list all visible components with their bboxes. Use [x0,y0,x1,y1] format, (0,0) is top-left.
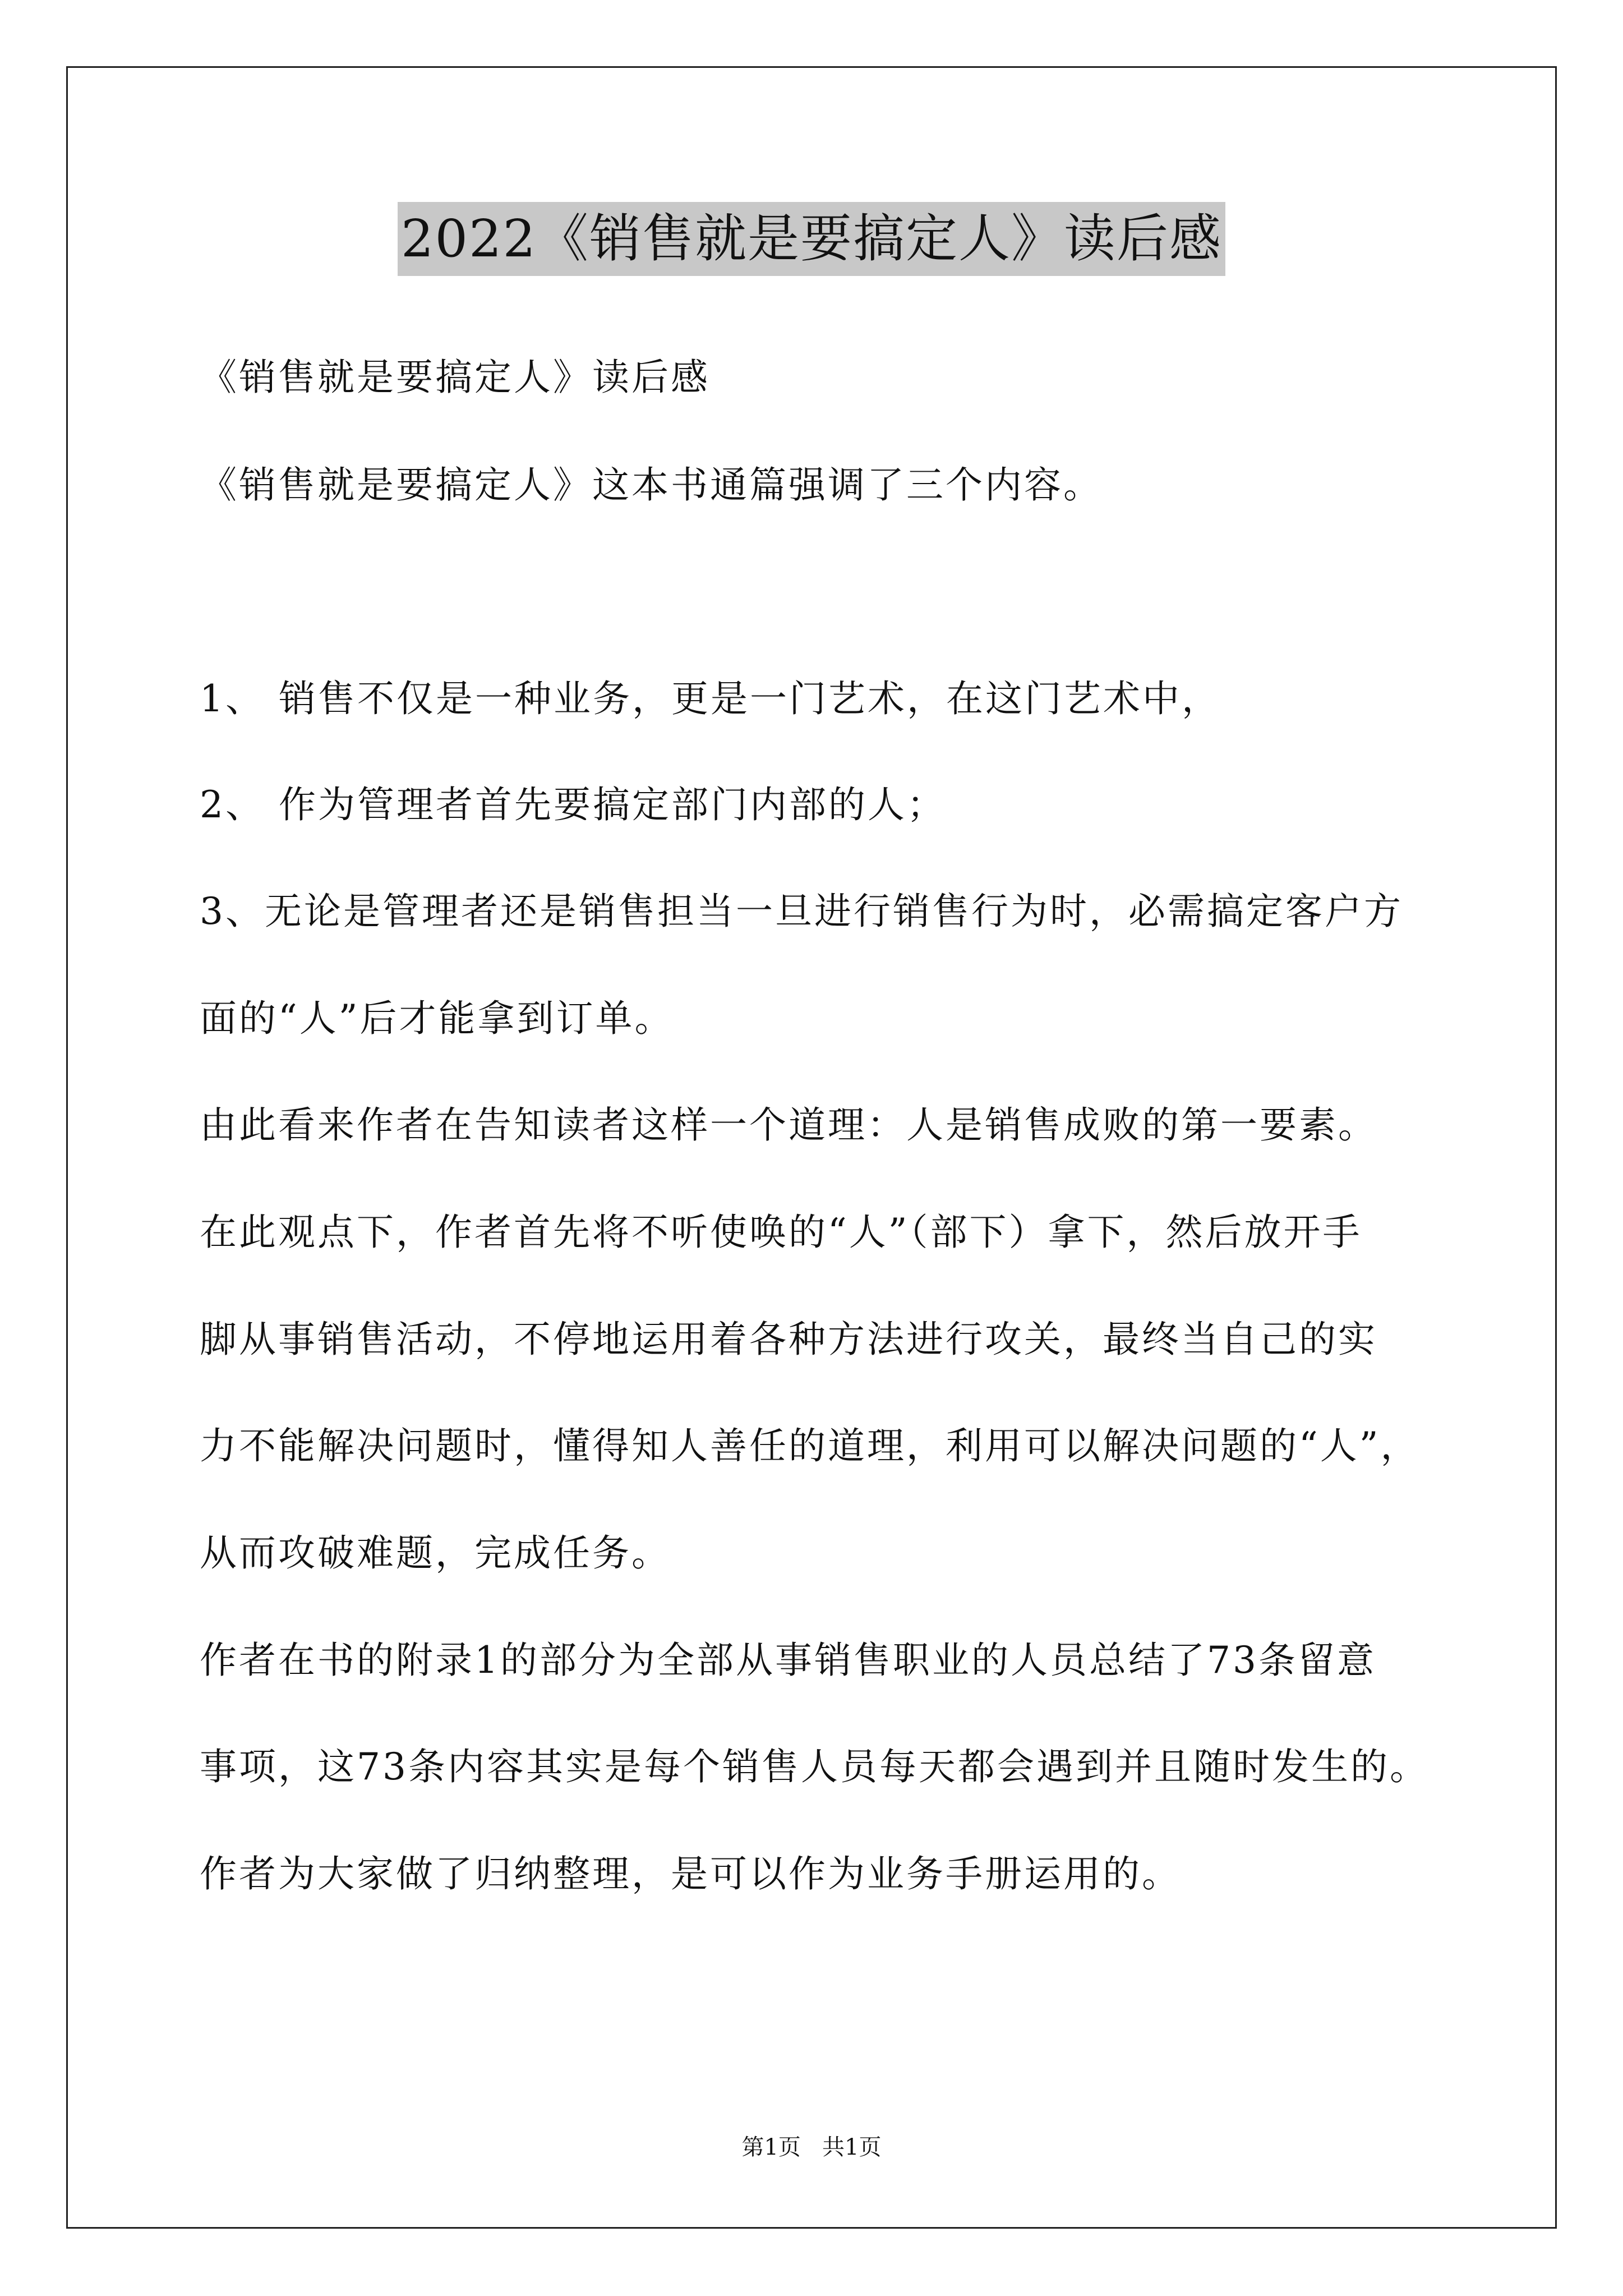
body-line: 从而攻破难题，完成任务。 [200,1531,671,1575]
body-line: 作者为大家做了归纳整理，是可以作为业务手册运用的。 [200,1852,1181,1895]
page-footer: 第1页 共1页 [741,2134,882,2160]
body-line: 面的“人”后才能拿到订单。 [200,997,674,1040]
body-line: 1、 销售不仅是一种业务，更是一门艺术，在这门艺术中， [200,677,1221,720]
document-title: 2022《销售就是要搞定人》读后感 [398,202,1225,276]
body-line: 3、无论是管理者还是销售担当一旦进行销售行为时，必需搞定客户方 [200,890,1403,933]
body-line: 脚从事销售活动，不停地运用着各种方法进行攻关，最终当自己的实 [200,1318,1377,1361]
body-line: 2、 作为管理者首先要搞定部门内部的人； [200,783,946,826]
title-wrap [0,202,1623,276]
body-line: 由此看来作者在告知读者这样一个道理：人是销售成败的第一要素。 [200,1103,1377,1147]
body-line: 作者在书的附录1的部分为全部从事销售职业的人员总结了73条留意 [200,1639,1376,1682]
body-line: 事项，这73条内容其实是每个销售人员每天都会遇到并且随时发生的。 [200,1745,1429,1788]
body-line: 《销售就是要搞定人》这本书通篇强调了三个内容。 [200,463,1103,507]
body-line: 《销售就是要搞定人》读后感 [200,356,710,399]
body-line: 在此观点下，作者首先将不听使唤的“人”（部下）拿下，然后放开手 [200,1211,1362,1254]
body-line: 力不能解决问题时，懂得知人善任的道理，利用可以解决问题的“人”， [200,1424,1420,1467]
